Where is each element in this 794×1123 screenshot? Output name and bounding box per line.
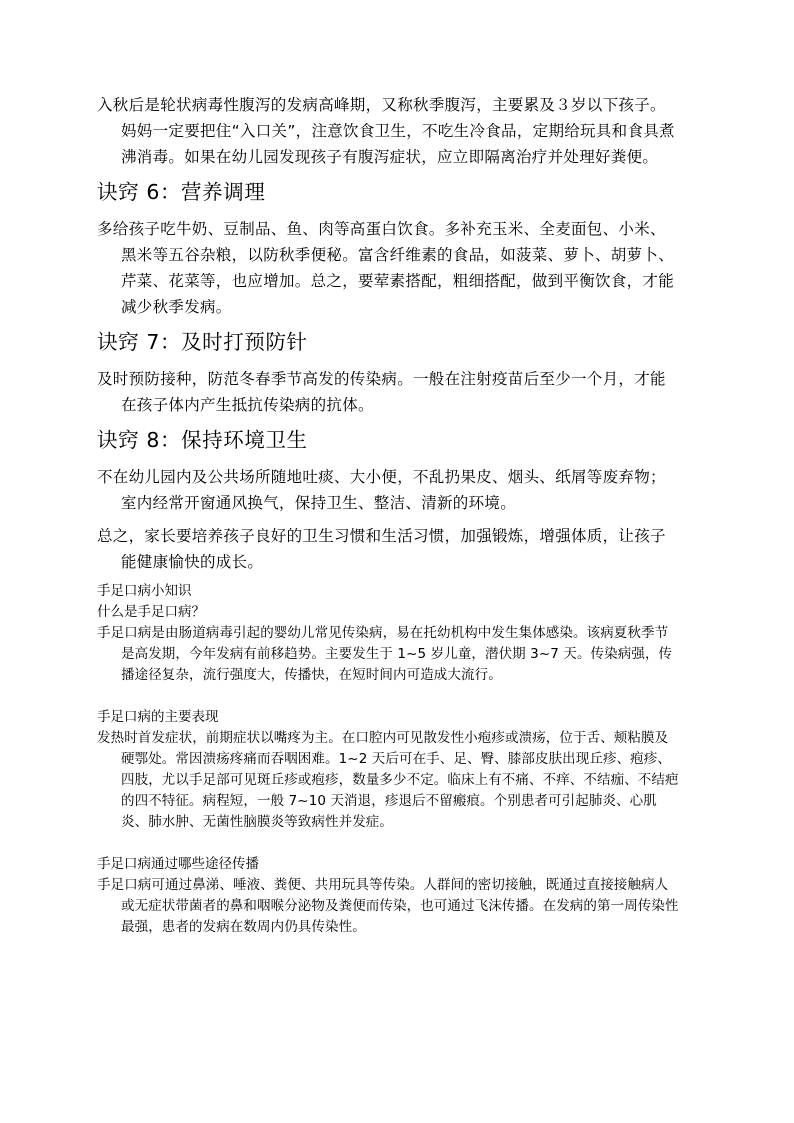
hfmd-symptoms-paragraph: 发热时首发症状，前期症状以嘴疼为主。在口腔内可见散发性小疱疹或溃疡，位于舌、颊粘膜及硬鄂处。常因溃疡疼痛而吞咽困难。1~2 天后可在手、足、臀、膝部皮肤出现丘疹、疱疹、四肢，尤以手足部可见斑丘疹或疱疹，数量多少不定。临床上有不痛、不痒、不结痂、不结疤的四不特征。病程短，一般 7~10 天消退，疹退后不留瘢痕。个别患者可引起肺炎、心肌炎、肺水肿、无菌性脑膜炎等致病性并发症。	[97, 730, 679, 830]
hfmd-spread-title: 手足口病通过哪些途径传播	[97, 856, 259, 872]
paragraph-environment: 不在幼儿园内及公共场所随地吐痰、大小便，不乱扔果皮、烟头、纸屑等废弃物；室内经常开窗通风换气，保持卫生、整洁、清新的环境。	[97, 468, 666, 512]
paragraph-nutrition: 多给孩子吃牛奶、豆制品、鱼、肉等高蛋白饮食。多补充玉米、全麦面包、小米、黑米等五谷杂粮，以防秋季便秘。富含纤维素的食品，如菠菜、萝卜、胡萝卜、芹菜、花菜等，也应增加。总之，要荤素搭配，粗细搭配，做到平衡饮食，才能减少秋季发病。	[97, 220, 675, 316]
heading-tip-6: 诀窍 6：营养调理	[97, 180, 266, 204]
hfmd-knowledge-title: 手足口病小知识	[97, 583, 192, 599]
document-page	[97, 92, 679, 938]
hfmd-what-paragraph: 手足口病是由肠道病毒引起的婴幼儿常见传染病，易在托幼机构中发生集体感染。该病夏秋季节是高发期，今年发病有前移趋势。主要发生于 1~5 岁儿童，潜伏期 3~7 天。传染病强，传播途径复杂，流行强度大，传播快，在短时间内可造成大流行。	[97, 625, 673, 683]
paragraph-conclusion: 总之，家长要培养孩子良好的卫生习惯和生活习惯，加强锻炼，增强体质，让孩子能健康愉快的成长。	[97, 527, 666, 571]
hfmd-what-question: 什么是手足口病？	[97, 604, 205, 620]
paragraph-vaccination: 及时预防接种，防范冬春季节高发的传染病。一般在注射疫苗后至少一个月，才能在孩子体内产生抵抗传染病的抗体。	[97, 370, 666, 414]
paragraph-autumn-diarrhea: 入秋后是轮状病毒性腹泻的发病高峰期，又称秋季腹泻，主要累及３岁以下孩子。妈妈一定要把住“入口关”，注意饮食卫生，不吃生冷食品，定期给玩具和食具煮沸消毒。如果在幼儿园发现孩子有腹泻症状，应立即隔离治疗并处理好粪便。	[97, 96, 675, 166]
hfmd-spread-paragraph: 手足口病可通过鼻涕、唾液、粪便、共用玩具等传染。人群间的密切接触，既通过直接接触病人或无症状带菌者的鼻和咽喉分泌物及粪便而传染，也可通过飞沫传播。在发病的第一周传染性最强，患者的发病在数周内仍具传染性。	[97, 877, 679, 935]
heading-tip-7: 诀窍 7：及时打预防针	[97, 330, 308, 354]
heading-tip-8: 诀窍 8：保持环境卫生	[97, 428, 308, 452]
hfmd-symptoms-title: 手足口病的主要表现	[97, 709, 219, 725]
